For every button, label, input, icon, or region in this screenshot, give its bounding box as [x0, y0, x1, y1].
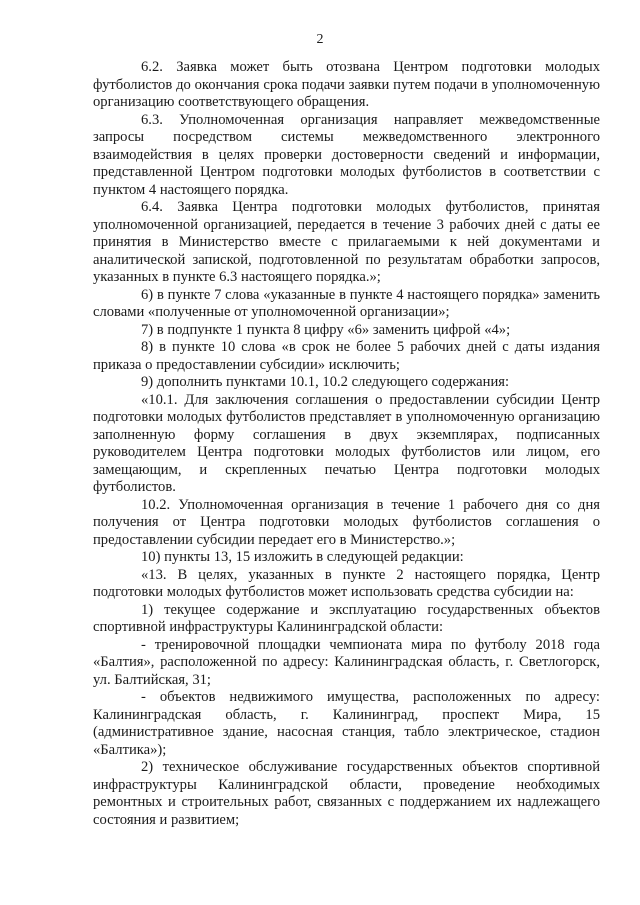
- paragraph-13: «13. В целях, указанных в пункте 2 настоящего порядка, Центр подготовки молодых футболистов может использовать средства субсидии на:: [93, 566, 600, 600]
- paragraph-6-3: 6.3. Уполномоченная организация направляет межведомственные запросы посредством системы межведомственного электронного взаимодействия в целях проверки достоверности сведений и информации, представленной Центром подготовки молодых футболистов в соответствии с пунктом 4 настоящего порядка.: [93, 111, 600, 198]
- amendment-item-8: 8) в пункте 10 слова «в срок не более 5 рабочих дней с даты издания приказа о предоставлении субсидии» исключить;: [93, 339, 600, 373]
- amendment-item-7: 7) в подпункте 1 пункта 8 цифру «6» заменить цифрой «4»;: [141, 321, 511, 338]
- amendment-item-9: 9) дополнить пунктами 10.1, 10.2 следующего содержания:: [141, 374, 510, 390]
- subitem-1: 1) текущее содержание и эксплуатацию государственных объектов спортивной инфраструктуры Калининградской области:: [93, 601, 600, 635]
- paragraph-6-2: 6.2. Заявка может быть отозвана Центром подготовки молодых футболистов до окончания срока подачи заявки путем подачи в уполномоченную организацию соответствующего обращения.: [93, 59, 600, 110]
- amendment-item-10: 10) пункты 13, 15 изложить в следующей редакции:: [141, 549, 464, 565]
- bullet-baltiya-training-ground: - тренировочной площадки чемпионата мира по футболу 2018 года «Балтия», расположенной по адресу: Калининградская область, г. Светлогорск, ул. Балтийская, 31;: [93, 636, 600, 688]
- bullet-real-estate-objects: - объектов недвижимого имущества, расположенных по адресу: Калининградская область, г. Калининград, проспект Мира, 15 (административное здание, насосная станция, табло электрическое, стадион «Балтика»);: [93, 689, 600, 758]
- document-body: [93, 59, 600, 829]
- paragraph-10-2: 10.2. Уполномоченная организация в течение 1 рабочего дня со дня получения от Центра подготовки молодых футболистов соглашения о предоставлении субсидии передает его в Министерство.»;: [93, 496, 600, 548]
- page-number: 2: [316, 32, 324, 47]
- paragraph-10-1: «10.1. Для заключения соглашения о предоставлении субсидии Центр подготовки молодых футболистов представляет в уполномоченную организацию заполненную форму соглашения в двух экземплярах, подписанных руководителем Центра подготовки молодых футболистов или лицом, его замещающим, и скрепленных печатью Центра подготовки молодых футболистов.: [93, 391, 600, 495]
- subitem-2: 2) техническое обслуживание государственных объектов спортивной инфраструктуры Калининградской области, проведение необходимых ремонтных и строительных работ, связанных с поддержанием их надлежащего состояния и развитием;: [93, 759, 600, 828]
- amendment-item-6: 6) в пункте 7 слова «указанные в пункте 4 настоящего порядка» заменить словами «полученные от уполномоченной организации»;: [93, 286, 600, 320]
- paragraph-6-4: 6.4. Заявка Центра подготовки молодых футболистов, принятая уполномоченной организацией, передается в течение 3 рабочих дней с даты ее принятия в Министерство вместе с прилагаемыми к ней документами и аналитической запиской, подготовленной по результатам обработки запросов, указанных в пункте 6.3 настоящего порядка.»;: [93, 199, 600, 285]
